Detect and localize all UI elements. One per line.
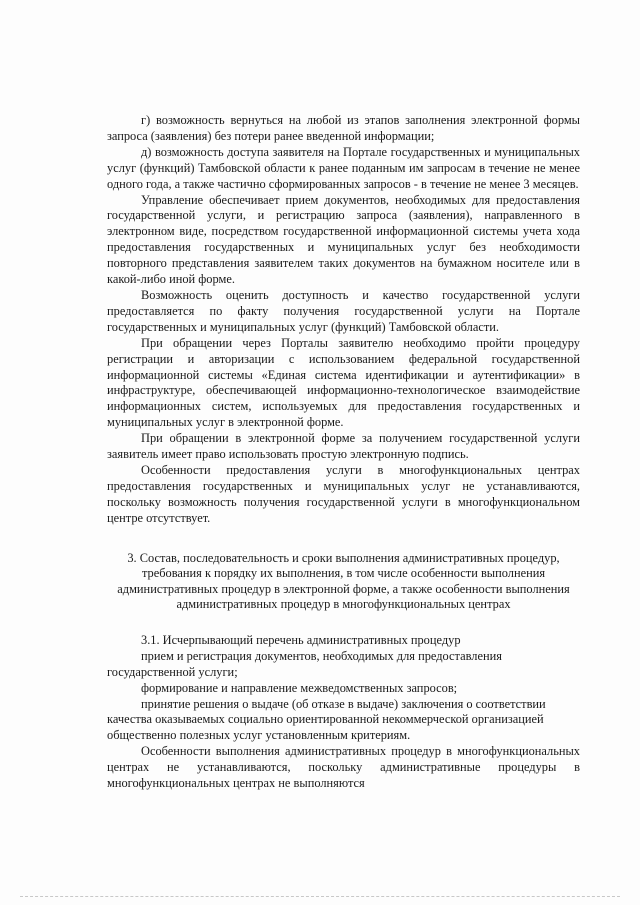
section-heading: 3. Состав, последовательность и сроки выполнения административных процедур, требования к порядку их выполнения, в том числе особенности выполнения административных процедур в электронной форме, а также особенности выполнения административных процедур в многофункциональных центрах: [117, 550, 570, 612]
scan-edge-line: [20, 896, 620, 898]
subsection-title: 3.1. Исчерпывающий перечень административных процедур: [141, 632, 461, 647]
paragraph-item-d: д) возможность доступа заявителя на Портале государственных и муниципальных услуг (функций) Тамбовской области к ранее поданным им запросам в течение не менее одного года, а также частично сформированных запросов - в течение не менее 3 месяцев.: [107, 144, 580, 191]
procedure-item: формирование и направление межведомственных запросов;: [141, 680, 458, 695]
procedure-item: прием и регистрация документов, необходимых для предоставления государственной услуги;: [107, 648, 502, 679]
paragraph-quality-assessment: Возможность оценить доступность и качество государственной услуги предоставляется по факту получения государственной услуги на Портале государственных и муниципальных услуг (функций) Тамбовской области.: [107, 287, 580, 334]
paragraph-mfc-features: Особенности предоставления услуги в многофункциональных центрах предоставления государственных и муниципальных услуг не устанавливаются, поскольку возможность получения государственной услуги в многофункциональном центре отсутствует.: [107, 462, 580, 525]
procedure-item: принятие решения о выдаче (об отказе в выдаче) заключения о соответствии качества оказываемых социально ориентированной некоммерческой организацией общественно полезных услуг установленным критериям.: [107, 696, 546, 743]
paragraph-portal-registration: При обращении через Порталы заявителю необходимо пройти процедуру регистрации и авторизации с использованием федеральной государственной информационной системы «Единая система идентификации и аутентификации» в инфраструктуре, обеспечивающей информационно-технологическое взаимодействие информационных систем, используемых для предоставления государственных и муниципальных услуг в электронной форме.: [107, 335, 580, 430]
paragraph-item-g: г) возможность вернуться на любой из этапов заполнения электронной формы запроса (заявления) без потери ранее введенной информации;: [107, 113, 580, 143]
paragraph-electronic-signature: При обращении в электронной форме за получением государственной услуги заявитель имеет право использовать простую электронную подпись.: [107, 431, 580, 462]
document-body: [107, 113, 580, 792]
paragraph-document-acceptance: Управление обеспечивает прием документов, необходимых для предоставления государственной услуги, и регистрацию запроса (заявления), направленного в электронном виде, посредством государственной информационной системы учета хода предоставления государственных и муниципальных услуг без необходимости повторного представления заявителем таких документов на бумажном носителе или в какой-либо иной форме.: [107, 192, 580, 287]
paragraph-final: Особенности выполнения административных процедур в многофункциональных центрах не устанавливаются, поскольку административные процедуры в многофункциональных центрах не выполняются: [107, 744, 580, 791]
